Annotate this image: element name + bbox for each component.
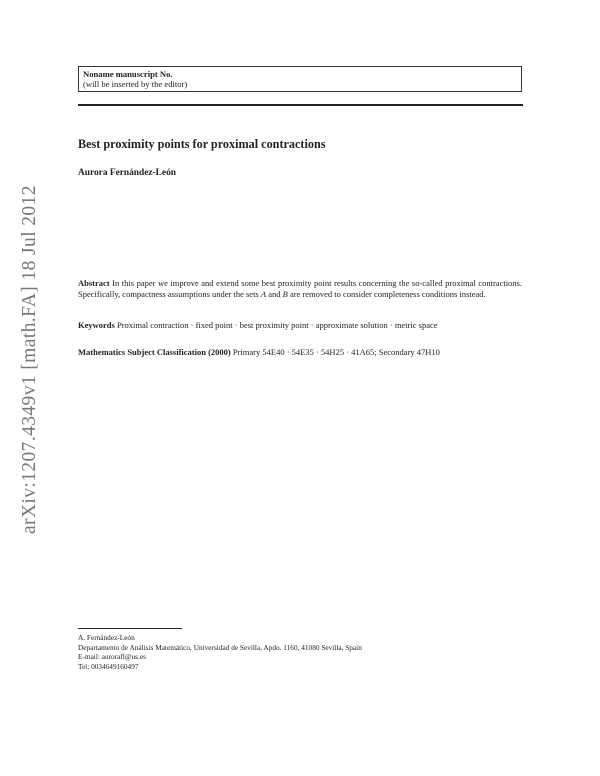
footnote-rule (78, 628, 182, 629)
editor-note: (will be inserted by the editor) (83, 79, 188, 89)
footnote-author: A. Fernández-León (78, 633, 135, 642)
author-name: Aurora Fernández-León (78, 168, 176, 178)
keywords-label: Keywords (78, 320, 115, 330)
keywords (78, 320, 522, 331)
footnote (78, 633, 362, 671)
manuscript-number-label: Noname manuscript No. (83, 69, 173, 79)
abstract-text-b: and (268, 289, 281, 299)
abstract (78, 278, 522, 300)
manuscript-header-box (78, 66, 522, 92)
abstract-label: Abstract (78, 278, 110, 288)
footnote-affiliation: Departamento de Análisis Matemático, Universidad de Sevilla, Apdo. 1160, 41080 Sevilla, Spain (78, 642, 362, 652)
paper-title: Best proximity points for proximal contractions (78, 137, 326, 151)
abstract-text-a: In this paper we improve and extend some best proximity point results concerning the so-called proximal contractions. Specifically, compactness assumptions under the sets (78, 278, 522, 299)
abstract-var-b: B (282, 289, 288, 299)
arxiv-side-identifier: arXiv:1207.4349v1 [math.FA] 18 Jul 2012 (19, 185, 40, 534)
keywords-text: Proximal contraction · fixed point · best proximity point · approximate solution · metric space (116, 320, 438, 330)
footnote-email: E-mail: aurorafl@us.es (78, 652, 146, 661)
msc-text: Primary 54E40 · 54E35 · 54H25 · 41A65; Secondary 47H10 (232, 347, 440, 357)
abstract-var-a: A (260, 289, 267, 299)
msc-label: Mathematics Subject Classification (2000) (78, 347, 231, 357)
footnote-tel: Tel: 0034649160497 (78, 661, 139, 671)
abstract-text-c: are removed to consider completeness conditions instead. (289, 289, 486, 299)
msc-classification (78, 347, 522, 358)
header-rule (78, 104, 523, 106)
